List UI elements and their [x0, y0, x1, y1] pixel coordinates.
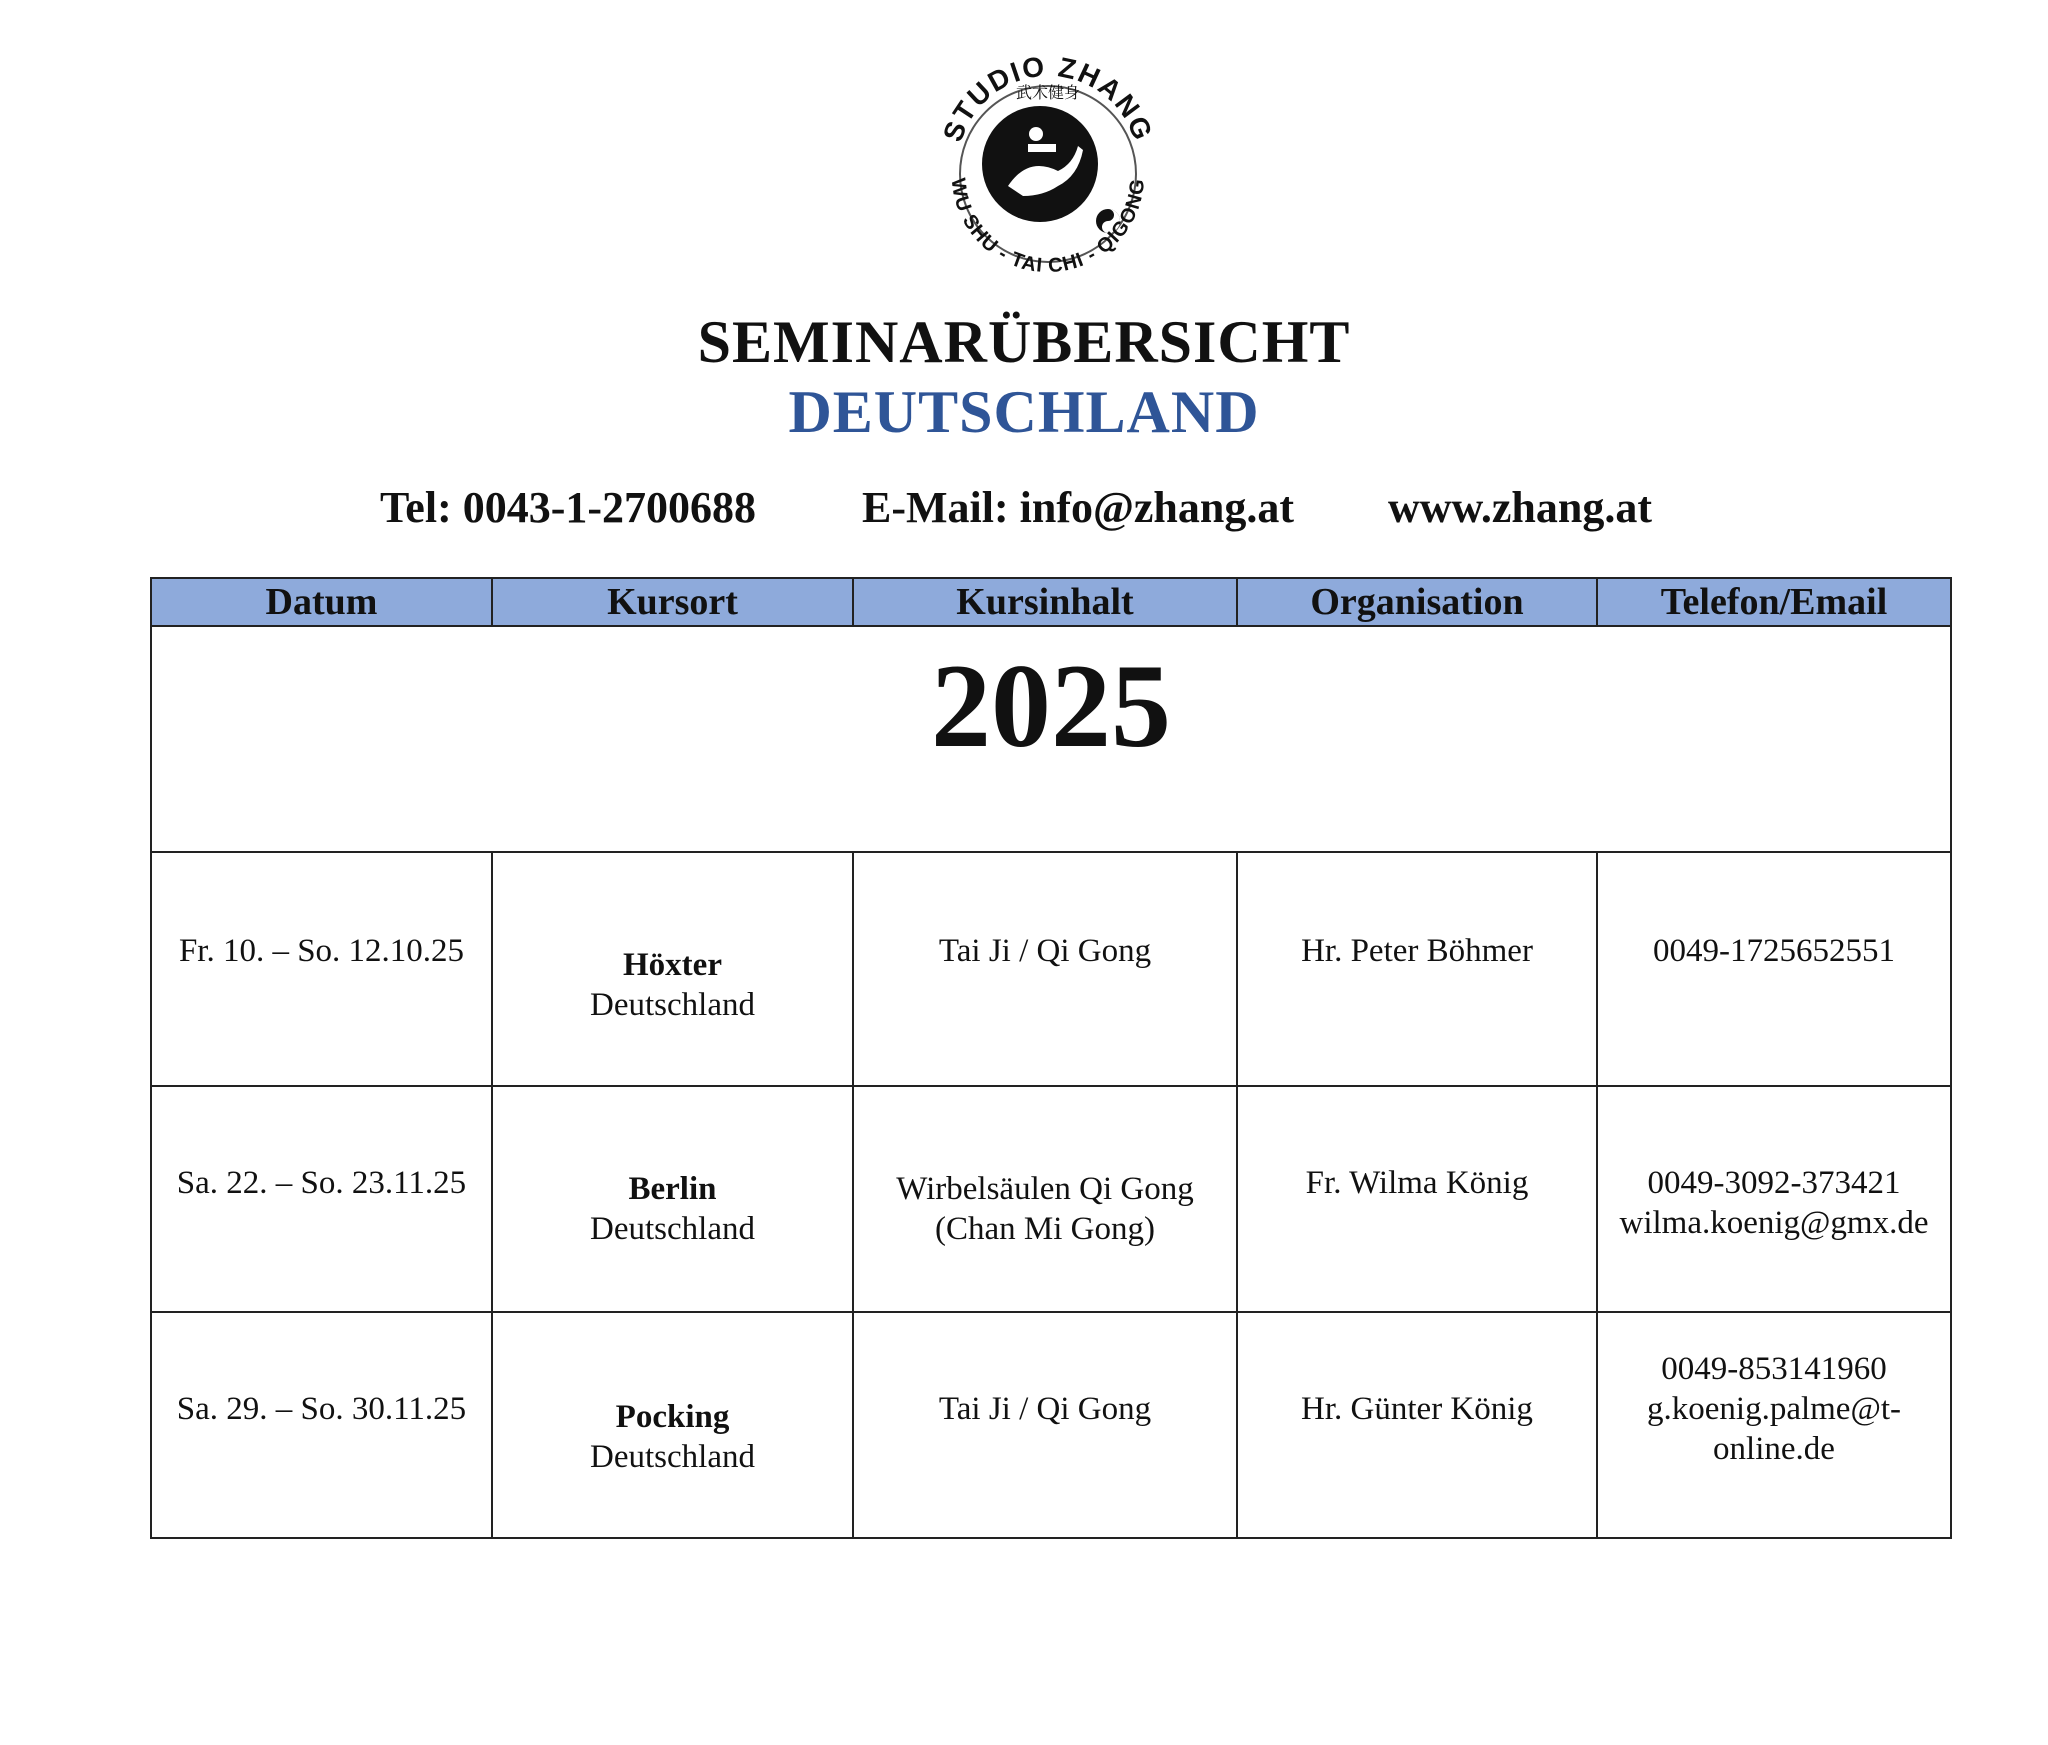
place-country: Deutschland	[590, 1439, 755, 1475]
content-line: (Chan Mi Gong)	[935, 1211, 1155, 1247]
place-city: Höxter	[623, 947, 722, 983]
cell-content	[853, 852, 1237, 1086]
table-row	[151, 852, 1951, 1086]
contact-line: g.koenig.palme@t-	[1647, 1391, 1901, 1427]
contact-website: www.zhang.at	[1388, 483, 1653, 532]
contact-email: E-Mail: info@zhang.at	[862, 483, 1295, 532]
cell-contact	[1597, 1312, 1951, 1538]
contact-phone: Tel: 0043-1-2700688	[380, 483, 757, 532]
table-row	[151, 1312, 1951, 1538]
content-line: Tai Ji / Qi Gong	[938, 933, 1152, 969]
page-subtitle: DEUTSCHLAND	[788, 379, 1260, 445]
logo-top-text: STUDIO ZHANG	[936, 50, 1160, 146]
contact-line: wilma.koenig@gmx.de	[1619, 1205, 1929, 1241]
contact-line: 0049-3092-373421	[1647, 1165, 1901, 1201]
cell-organisation: Hr. Peter Böhmer	[1237, 852, 1597, 1086]
cell-date: Sa. 29. – So. 30.11.25	[151, 1312, 492, 1538]
cell-contact	[1597, 852, 1951, 1086]
header-datum: Datum	[151, 578, 492, 626]
cell-contact	[1597, 1086, 1951, 1312]
place-country: Deutschland	[590, 987, 755, 1023]
cell-place	[492, 1086, 853, 1312]
cell-date: Sa. 22. – So. 23.11.25	[151, 1086, 492, 1312]
table-row	[151, 1086, 1951, 1312]
cell-place	[492, 852, 853, 1086]
logo-chinese-text: 武术健身	[1015, 83, 1081, 102]
cell-place	[492, 1312, 853, 1538]
cell-content	[853, 1086, 1237, 1312]
contact-line: 0049-1725652551	[1653, 933, 1895, 969]
studio-zhang-logo	[928, 46, 1168, 286]
logo-bottom-text: WU SHU - TAI CHI - QIGONG	[946, 176, 1150, 278]
header-organisation: Organisation	[1237, 578, 1597, 626]
contact-line: online.de	[1713, 1431, 1835, 1467]
header-telefon-email: Telefon/Email	[1597, 578, 1951, 626]
place-country: Deutschland	[590, 1211, 755, 1247]
cell-organisation: Hr. Günter König	[1237, 1312, 1597, 1538]
year-row	[151, 626, 1951, 852]
seminar-table	[150, 577, 1952, 1539]
content-line: Wirbelsäulen Qi Gong	[896, 1171, 1194, 1207]
place-city: Pocking	[615, 1399, 730, 1435]
header-kursinhalt: Kursinhalt	[853, 578, 1237, 626]
year-label: 2025	[931, 639, 1171, 772]
content-line: Tai Ji / Qi Gong	[938, 1391, 1152, 1427]
contact-line: 0049-853141960	[1661, 1351, 1887, 1387]
page-title: SEMINARÜBERSICHT	[697, 309, 1351, 375]
header-kursort: Kursort	[492, 578, 853, 626]
cell-date: Fr. 10. – So. 12.10.25	[151, 852, 492, 1086]
cell-content	[853, 1312, 1237, 1538]
table-header-row	[151, 578, 1951, 626]
cell-organisation: Fr. Wilma König	[1237, 1086, 1597, 1312]
place-city: Berlin	[628, 1171, 717, 1207]
